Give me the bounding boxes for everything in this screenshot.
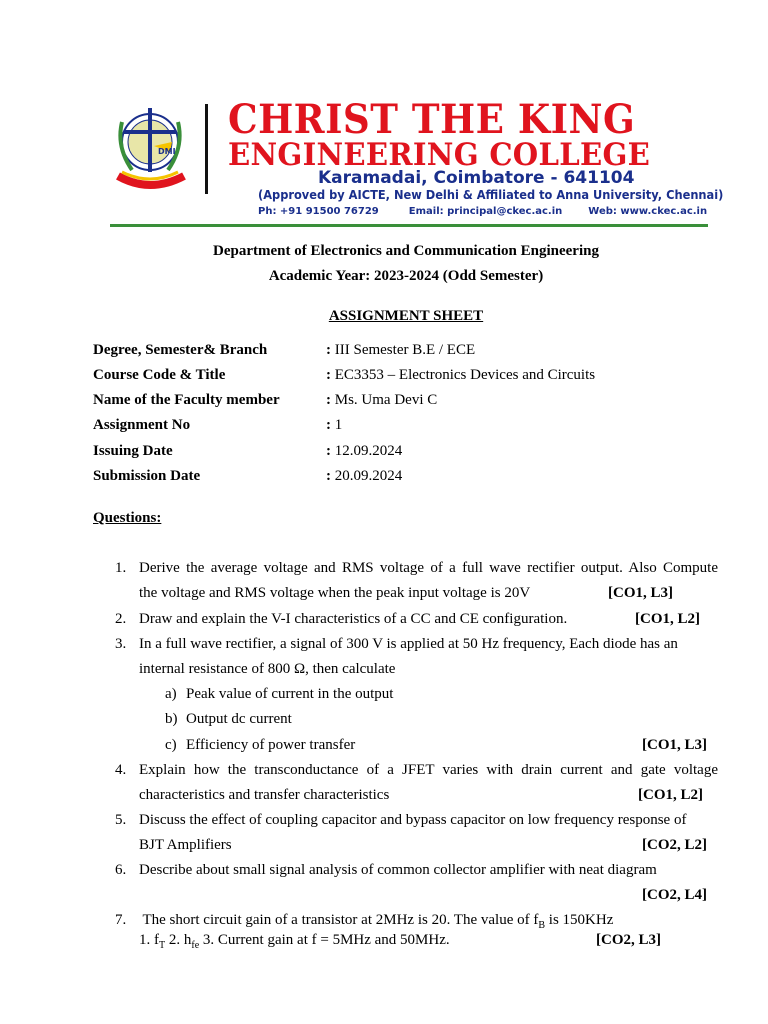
question-text: Draw and explain the V-I characteristics of a CC and CE configuration.: [139, 611, 568, 627]
questions-heading: Questions:: [93, 510, 162, 526]
sub-question-text: Efficiency of power transfer: [186, 737, 356, 753]
detail-value-assignment-no: : 1: [326, 417, 343, 433]
co-tag: [CO1, L2]: [638, 787, 703, 803]
detail-label-submission-date: Submission Date: [93, 468, 201, 484]
phone-text: Ph: +91 91500 76729: [258, 206, 379, 217]
question-text: the voltage and RMS voltage when the peak input voltage is 20V: [139, 585, 531, 601]
academic-year: Academic Year: 2023-2024 (Odd Semester): [268, 268, 544, 284]
logo-dmi-text: DMI: [158, 147, 176, 156]
co-tag: [CO1, L3]: [642, 737, 707, 753]
question-number: 7.: [115, 912, 127, 928]
question-text: The short circuit gain of a transistor at 2MHz is 20. The value of $f_B$ is 150KHz: [139, 912, 614, 931]
detail-label-assignment-no: Assignment No: [93, 417, 191, 433]
header-divider: [205, 104, 208, 194]
question-text: Derive the average voltage and RMS voltage of a full wave rectifier output. Also Compute: [139, 560, 718, 576]
co-tag: [CO2, L2]: [642, 837, 707, 853]
question-text: In a full wave rectifier, a signal of 300 V is applied at 50 Hz frequency, Each diode has an: [139, 636, 678, 652]
question-text: 1. $f_T$ 2. $h_{fe}$ 3. Current gain at f = 5MHz and 50MHz.: [139, 932, 450, 951]
email-text: Email: principal@ckec.ac.in: [408, 206, 563, 217]
sub-question-number: c): [165, 737, 177, 753]
sheet-title: ASSIGNMENT SHEET: [328, 308, 484, 324]
co-tag: [CO1, L3]: [608, 585, 673, 601]
detail-value-issuing-date: : 12.09.2024: [326, 443, 403, 459]
sub-question-text: Peak value of current in the output: [186, 686, 394, 702]
department-title: Department of Electronics and Communication Engineering: [213, 243, 599, 259]
detail-value-faculty: : Ms. Uma Devi C: [326, 392, 438, 408]
sub-question-number: b): [165, 711, 178, 727]
question-text: characteristics and transfer characteristics: [139, 787, 390, 803]
question-text: BJT Amplifiers: [139, 837, 232, 853]
college-name-line2: ENGINEERING COLLEGE: [228, 137, 651, 173]
college-contacts: [258, 206, 707, 217]
question-text: Describe about small signal analysis of common collector amplifier with neat diagram: [139, 862, 657, 878]
question-text: internal resistance of 800 Ω, then calculate: [139, 661, 396, 677]
web-text: Web: www.ckec.ac.in: [588, 206, 708, 217]
question-number: 2.: [115, 611, 127, 627]
question-number: 4.: [115, 762, 127, 778]
question-number: 6.: [115, 862, 127, 878]
co-tag: [CO1, L2]: [635, 611, 700, 627]
co-tag: [CO2, L3]: [596, 932, 661, 948]
sub-question-number: a): [165, 686, 177, 702]
co-tag: [CO2, L4]: [642, 887, 707, 903]
detail-value-degree: : III Semester B.E / ECE: [326, 342, 476, 358]
question-text: Discuss the effect of coupling capacitor and bypass capacitor on low frequency response of: [139, 812, 687, 828]
question-number: 1.: [115, 560, 127, 576]
college-approval: (Approved by AICTE, New Delhi & Affiliated to Anna University, Chennai): [258, 188, 724, 202]
sub-question-text: Output dc current: [186, 711, 292, 727]
question-text: Explain how the transconductance of a JFET varies with drain current and gate voltage: [139, 762, 718, 778]
detail-label-issuing-date: Issuing Date: [93, 443, 173, 459]
college-logo: [110, 102, 196, 194]
detail-label-course: Course Code & Title: [93, 367, 226, 383]
detail-label-degree: Degree, Semester& Branch: [93, 342, 268, 358]
detail-value-course: : EC3353 – Electronics Devices and Circuits: [326, 367, 596, 383]
detail-label-faculty: Name of the Faculty member: [93, 392, 280, 408]
header-rule: [110, 224, 708, 227]
college-location: Karamadai, Coimbatore - 641104: [318, 168, 635, 188]
question-number: 3.: [115, 636, 127, 652]
question-number: 5.: [115, 812, 127, 828]
college-name-line1: CHRIST THE KING: [228, 96, 636, 143]
detail-value-submission-date: : 20.09.2024: [326, 468, 403, 484]
